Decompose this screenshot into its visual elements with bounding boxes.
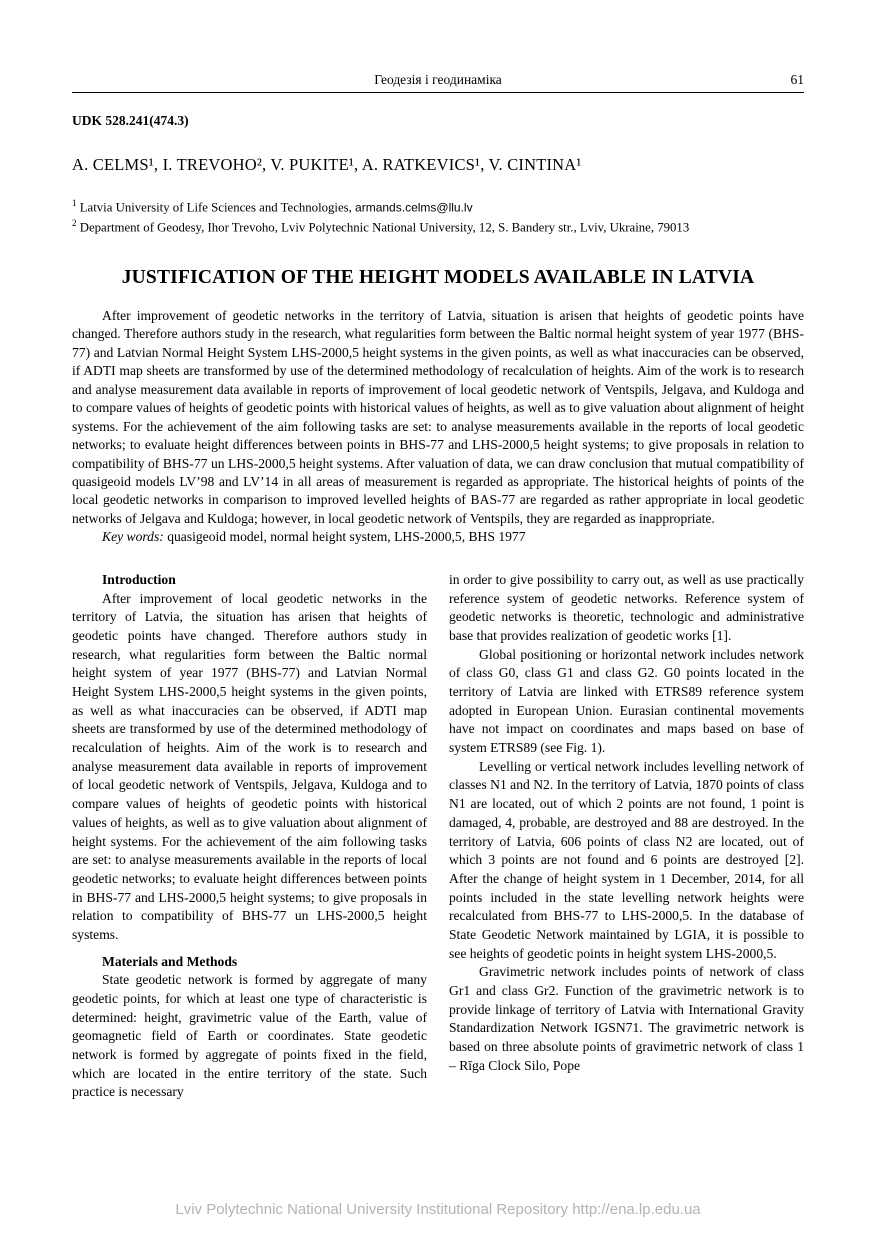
introduction-paragraph: After improvement of local geodetic networks in the territory of Latvia, the situation has arisen that heights of geodetic points have changed. Therefore authors study in research, what regularities form between the Baltic normal height system of year 1977 (BHS-77) and Latvian Normal Height System LHS-2000,5 height systems in the given points, as well as what inaccuracies can be observed, if ADTI map sheets are transformed by use of the determined methodology of recalculation of heights. Aim of the work is to research and analyse measurement data available in reports of improvement of local geodetic network of Ventspils, Jelgava, Kuldoga and to compare values of heights of geodetic points with historical values of heights, as well as to give valuation about alignment of height systems. For the achievement of the aim following tasks are set: to analyse measurements available in the reports of local geodetic networks; to evaluate height differences between points in BHS-77 and LHS-2000,5 height systems; to give proposals in relation to compatibility of BHS-77 un LHS-2000,5 height systems.: [72, 590, 427, 942]
journal-title: Геодезія і геодинаміка: [374, 72, 502, 87]
abstract-paragraph: After improvement of geodetic networks in the territory of Latvia, situation is arisen that heights of geodetic points have changed. Therefore authors study in the research, what regularities form between the Baltic normal height system of year 1977 (BHS-77) and Latvian Normal Height System LHS-2000,5 height systems in the given points, as well as what inaccuracies can be observed, if ADTI map sheets are transformed by use of the determined methodology of recalculation of heights. Aim of the work is to research and analyse measurement data available in reports of improvement of local geodetic network of Ventspils, Jelgava, and Kuldoga and to compare values of heights of geodetic points with historical values of heights, as well as to give valuation about alignment of height systems. For the achievement of the aim following tasks are set: to analyse measurements available in the reports of local geodetic networks; to evaluate height differences between points in BHS-77 and LHS-2000,5 height systems; to give proposals in relation to compatibility of BHS-77 un LHS-2000,5 height systems. After valuation of data, we can draw conclusion that mutual compatibility of quasigeoid models LV’98 and LV’14 in all areas of measurement is regarded as appropriate. The historical heights of points of the local geodetic networks in comparison to improved levelled heights of BAS-77 are regarded as rather appropriate in local geodetic networks of Jelgava and Kuldoga; however, in local geodetic network of Ventspils, they are regarded as inappropriate.: [72, 307, 805, 526]
heading-introduction: Introduction: [102, 571, 176, 587]
affiliation-1-email: armands.celms@llu.lv: [355, 200, 473, 215]
keywords-line: [72, 528, 804, 546]
page-number: 61: [790, 72, 804, 87]
affiliation-2-text: Department of Geodesy, Ihor Trevoho, Lviv Polytechnic National University, 12, S. Bandery str., Lviv, Ukraine, 79013: [79, 220, 690, 235]
two-column-body: [72, 571, 804, 1102]
materials-paragraph: State geodetic network is formed by aggregate of many geodetic points, for which at least one type of characteristic is determined: height, gravimetric value of the Earth, value of geomagnetic field of Earth or coordinates. State geodetic network is formed by aggregate of points fixed in the field, which are located in the entire territory of the state. Such practice is necessary: [72, 972, 427, 1100]
paper-title: JUSTIFICATION OF THE HEIGHT MODELS AVAILABLE IN LATVIA: [121, 266, 755, 288]
repository-footer: Lviv Polytechnic National University Institutional Repository http://ena.lp.edu.ua: [175, 1201, 701, 1218]
affiliation-1: [72, 197, 804, 217]
left-column: [72, 571, 427, 1102]
body-paragraph-4: Gravimetric network includes points of network of class Gr1 and class Gr2. Function of the gravimetric network is to provide linkage of territory of Latvia with International Gravity Standardization Network IGSN71. The gravimetric network is based on three absolute points of gravimetric network of class 1 – Rīga Clock Silo, Pope: [449, 964, 804, 1073]
body-paragraph-2: Global positioning or horizontal network includes network of class G0, class G1 and class G2. G0 points located in the territory of Latvia are linked with ETRS89 reference system adopted in European Union. Eurasian continental movements have not impact on coordinates and maps based on base of system ETRS89 (see Fig. 1).: [449, 646, 804, 756]
authors-line: A. CELMS¹, I. TREVOHO², V. PUKITE¹, A. RATKEVICS¹, V. CINTINA¹: [72, 155, 582, 174]
right-column: [449, 571, 804, 1102]
affiliation-2: [72, 217, 804, 237]
affiliations-block: [72, 197, 804, 237]
heading-materials-and-methods: Materials and Methods: [102, 953, 238, 969]
running-head: [72, 72, 804, 93]
udk-code: UDK 528.241(474.3): [72, 113, 189, 128]
affiliation-1-text: Latvia University of Life Sciences and Technologies,: [79, 200, 352, 215]
keywords-text: quasigeoid model, normal height system, LHS-2000,5, BHS 1977: [163, 529, 526, 545]
abstract-block: [72, 307, 804, 547]
affiliation-2-marker: 2: [72, 217, 77, 228]
keywords-label: Key words:: [102, 529, 164, 545]
body-paragraph-1: in order to give possibility to carry out, as well as use practically reference system of geodetic networks. Reference system of geodetic networks is theoretic, technologic and administrative base that provides realization of geodetic works [1].: [449, 571, 804, 643]
affiliation-1-marker: 1: [72, 198, 77, 208]
body-paragraph-3: Levelling or vertical network includes levelling network of classes N1 and N2. In the territory of Latvia, 1870 points of class N1 are located, out of which 2 points are not found, 1 point is damaged, 4, probable, are destroyed and 88 are destroyed. In the territory of Latvia, 606 points of class N2 are located, out of which 3 points are not found and 6 points are destroyed [2]. After the change of height system in 1 December, 2014, for all points included in the state levelling network heights were recalculated from BHS-77 to LHS-2000,5. In the database of State Geodetic Network maintained by LGIA, it is possible to see heights of geodetic points in height system LHS-2000,5.: [449, 758, 804, 961]
